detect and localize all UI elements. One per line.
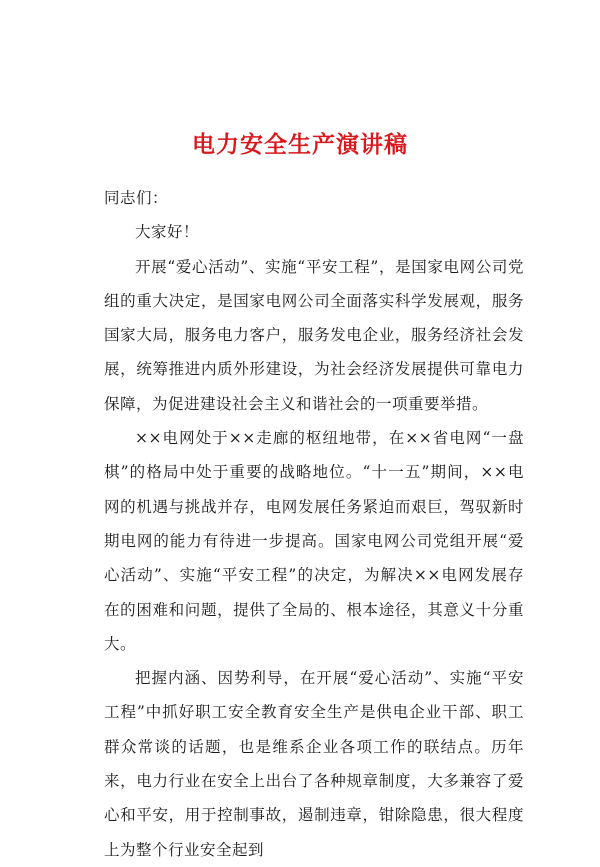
paragraph-intro: 开展“爱心活动”、实施“平安工程”，是国家电网公司党组的重大决定，是国家电网公司全面落实科学发展观，服务国家大局，服务电力客户，服务发电企业，服务经济社会发展，统筹推进内质外形建设，为社会经济发展提供可靠电力保障，为促进建设社会主义和谐社会的一项重要举措。 [104, 257, 524, 413]
paragraph-greeting: 大家好！ [135, 223, 200, 242]
paragraph-grid-status: ××电网处于××走廊的枢纽地带，在××省电网“一盘棋”的格局中处于重要的战略地位。“十一五”期间，××电网的机遇与挑战并存，电网发展任务紧迫而艰巨，驾驭新时期电网的能力有待进一步提高。国家电网公司党组开展“爱心活动”、实施“平安工程”的决定，为解决××电网发展存在的困难和问题，提供了全局的、根本途径，其意义十分重大。 [104, 429, 524, 653]
paragraph-safety-education: 把握内涵、因势利导，在开展“爱心活动”、实施“平安工程”中抓好职工安全教育安全生产是供电企业干部、职工群众常谈的话题，也是维系企业各项工作的联结点。历年来，电力行业在安全上出台了各种规章制度，大多兼容了爱心和平安，用于控制事故，遏制违章，钳除隐患，很大程度上为整个行业安全起到 [104, 669, 524, 859]
document-title: 电力安全生产演讲稿 [192, 132, 408, 158]
salutation: 同志们： [104, 189, 169, 207]
document-body [104, 181, 524, 867]
